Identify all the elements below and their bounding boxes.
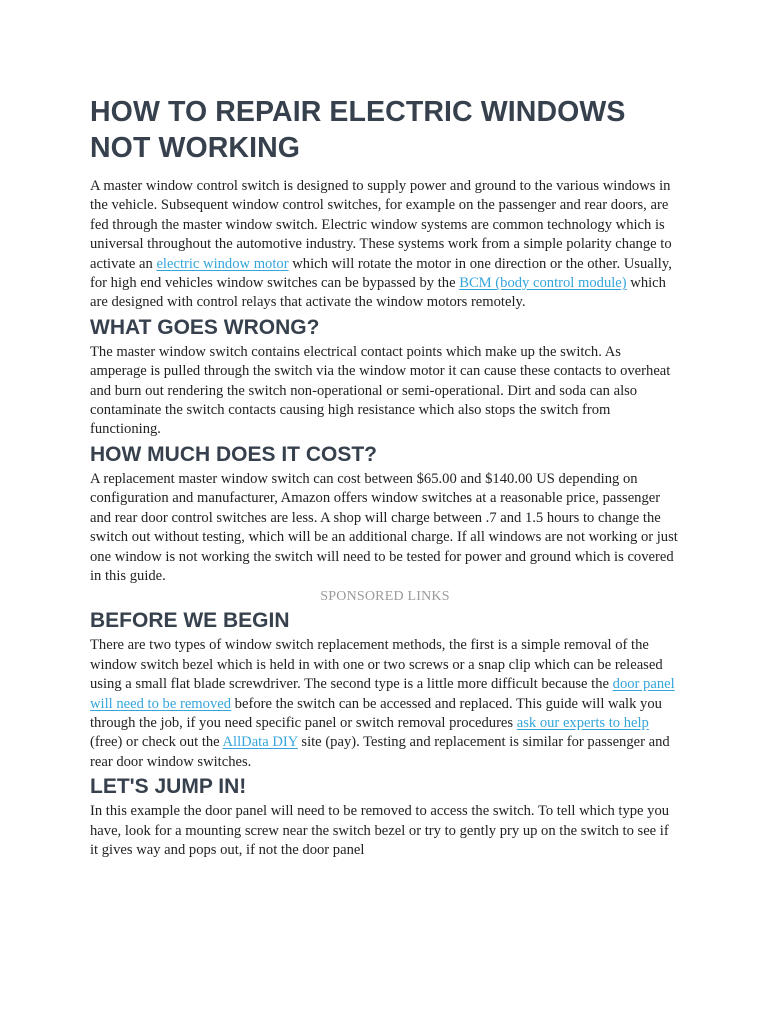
section-heading-what-goes-wrong: WHAT GOES WRONG? bbox=[90, 315, 320, 339]
section-heading-before-we-begin: BEFORE WE BEGIN bbox=[90, 609, 290, 633]
alldata-diy-link[interactable]: AllData DIY bbox=[222, 734, 298, 751]
before-text-3: (free) or check out the bbox=[90, 734, 223, 751]
intro-text-2: which will rotate the motor in one direction or the other. Usually, for high end vehicles window switches can be bypassed by the bbox=[90, 255, 672, 292]
before-text-2: before the switch can be accessed and replaced. This guide will walk you through the job, if you need specific panel or switch removal procedures bbox=[90, 695, 662, 731]
ask-experts-link[interactable]: ask our experts to help bbox=[516, 714, 649, 731]
lets-jump-in-paragraph: In this example the door panel will need to be removed to access the switch. To tell which type you have, look for a mounting screw near the switch bezel or try to gently pry up on the switch to see if it gives way and pops out, if not the door panel bbox=[90, 803, 670, 858]
intro-text-3: which are designed with control relays that activate the window motors remotely. bbox=[90, 275, 666, 311]
page-title: HOW TO REPAIR ELECTRIC WINDOWS NOT WORKING bbox=[90, 96, 626, 164]
intro-paragraph bbox=[90, 177, 680, 313]
door-panel-removal-link[interactable]: door panel will need to be removed bbox=[90, 676, 675, 712]
before-we-begin-paragraph bbox=[90, 636, 680, 772]
what-goes-wrong-paragraph: The master window switch contains electrical contact points which make up the switch. As amperage is pulled through the switch via the window motor it can cause these contacts to overheat and burn out rendering the switch non-operational or semi-operational. Dirt and soda can also contaminate the switch contacts causing high resistance which also stops the switch from functioning. bbox=[90, 343, 671, 438]
before-text-4: site (pay). Testing and replacement is similar for passenger and rear door window switches. bbox=[90, 734, 670, 770]
intro-text-1: A master window control switch is designed to supply power and ground to the various windows in the vehicle. Subsequent window control switches, for example on the passenger and rear doors, are fed through the master window switch. Electric window systems are common technology which is universal throughout the automotive industry. These systems work from a simple polarity change to activate an bbox=[90, 178, 672, 272]
cost-paragraph: A replacement master window switch can cost between $65.00 and $140.00 US depending on configuration and manufacturer, Amazon offers window switches at a reasonable price, passenger and rear door control switches are less. A shop will charge between .7 and 1.5 hours to change the switch out without testing, which will be an additional charge. If all windows are not working or just one window is not working the switch will need to be tested for power and ground which is covered in this guide. bbox=[90, 470, 678, 584]
sponsored-links-label: SPONSORED LINKS bbox=[320, 589, 450, 605]
article bbox=[90, 94, 680, 860]
electric-window-motor-link[interactable]: electric window motor bbox=[156, 255, 289, 272]
before-text-1: There are two types of window switch replacement methods, the first is a simple removal of the window switch bezel which is held in with one or two screws or a snap clip which can be released using a small flat blade screwdriver. The second type is a little more difficult because the bbox=[90, 637, 663, 693]
section-heading-lets-jump-in: LET'S JUMP IN! bbox=[90, 775, 247, 799]
bcm-link[interactable]: BCM (body control module) bbox=[459, 275, 627, 292]
section-heading-cost: HOW MUCH DOES IT COST? bbox=[90, 442, 377, 466]
